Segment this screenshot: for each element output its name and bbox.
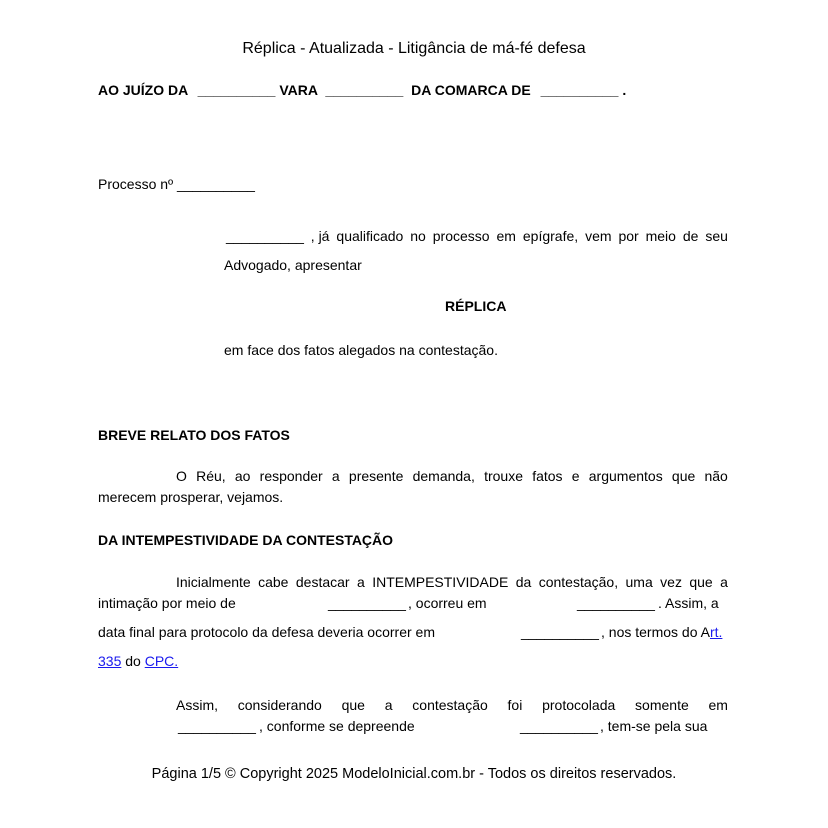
cpc-link[interactable]: CPC. — [144, 653, 179, 669]
intemp-line-3b-text: , nos termos do A — [601, 624, 710, 640]
intemp-p2-word: em — [708, 697, 728, 713]
intemp-p2-word: somente — [635, 697, 689, 713]
intemp-p2-word: a — [384, 697, 393, 713]
intemp-p2-line-2b: , tem-se pela sua — [600, 718, 708, 734]
section-heading-intempestividade: DA INTEMPESTIVIDADE DA CONTESTAÇÃO — [98, 532, 394, 548]
header-comarca: DA COMARCA DE — [411, 82, 531, 98]
intemp-line-3a: data final para protocolo da defesa deveria ocorrer em — [98, 624, 435, 640]
intemp-line-4-do: do — [125, 653, 141, 669]
intro-word: meio — [645, 228, 676, 244]
intro-word: no — [410, 228, 426, 244]
intro-word: de — [682, 228, 699, 244]
intro-word: epígrafe, — [522, 228, 579, 244]
intemp-p2-word: Assim, — [176, 697, 218, 713]
intemp-line-3b — [601, 624, 722, 640]
facts-word: não — [704, 468, 728, 484]
intemp-line-1 — [176, 574, 728, 590]
process-label: Processo nº — [98, 176, 174, 192]
intro-blank: __________ — [226, 228, 304, 244]
page-footer: Página 1/5 © Copyright 2025 ModeloInicial.com.br - Todos os direitos reservados. — [151, 766, 677, 782]
intro-word: , já — [310, 228, 330, 244]
intemp-line-4 — [98, 653, 178, 669]
header-end: . — [622, 82, 627, 98]
intemp-p2-word: considerando — [237, 697, 322, 713]
intro-word: processo — [432, 228, 490, 244]
intemp-word: destacar — [295, 574, 350, 590]
intemp-line-2a: intimação por meio de — [98, 595, 236, 611]
intemp-word: INTEMPESTIVIDADE — [372, 574, 509, 590]
intemp-word: vez — [660, 574, 682, 590]
section-heading-facts: BREVE RELATO DOS FATOS — [98, 427, 290, 443]
facts-word: O — [176, 468, 187, 484]
intemp-word: uma — [625, 574, 653, 590]
intemp-p2-word: foi — [507, 697, 523, 713]
process-number-line — [98, 176, 255, 192]
intemp-line-2c: . Assim, a — [658, 595, 719, 611]
header-blank-court: __________ — [197, 82, 276, 98]
intemp-word: a — [720, 574, 728, 590]
facts-word: e — [571, 468, 580, 484]
header-ao-juizo: AO JUÍZO DA — [98, 82, 188, 98]
facts-word: Réu, — [196, 468, 226, 484]
facts-word: fatos — [532, 468, 563, 484]
facts-word: trouxe — [484, 468, 523, 484]
court-header — [98, 82, 626, 98]
intro-word: seu — [705, 228, 728, 244]
facts-line-2: merecem prosperar, vejamos. — [98, 489, 284, 505]
facts-word: argumentos — [588, 468, 663, 484]
intemp-p2-line-2a: , conforme se depreende — [259, 718, 415, 734]
intemp-word: Inicialmente — [176, 574, 251, 590]
intemp-word: contestação, — [538, 574, 619, 590]
process-blank: __________ — [177, 176, 255, 192]
intemp-word: cabe — [258, 574, 289, 590]
facts-word: responder — [259, 468, 323, 484]
intemp-line-2-blank: __________ — [328, 595, 406, 611]
header-blank-vara: __________ — [325, 82, 404, 98]
intro-word: vem — [585, 228, 612, 244]
facts-word: demanda, — [412, 468, 475, 484]
art-335-link-part1[interactable]: rt. — [709, 624, 723, 640]
face-line: em face dos fatos alegados na contestação. — [224, 342, 498, 358]
intro-word: em — [496, 228, 516, 244]
intemp-line-2b: , ocorreu em — [408, 595, 487, 611]
intro-line-2: Advogado, apresentar — [224, 257, 362, 273]
header-vara: VARA — [279, 82, 318, 98]
facts-word: que — [671, 468, 696, 484]
intro-line-1 — [226, 228, 728, 244]
intemp-p2-word: contestação — [412, 697, 488, 713]
intemp-p2-blank2: __________ — [520, 718, 598, 734]
facts-line-1 — [176, 468, 728, 484]
facts-word: ao — [234, 468, 251, 484]
art-335-link-part2[interactable]: 335 — [98, 653, 122, 669]
document-title: Réplica - Atualizada - Litigância de má-fé defesa — [242, 40, 586, 57]
intro-word: qualificado — [336, 228, 404, 244]
intemp-word: a — [356, 574, 365, 590]
intemp-p2-word: protocolada — [542, 697, 616, 713]
facts-word: a — [331, 468, 340, 484]
replica-heading: RÉPLICA — [445, 298, 507, 314]
header-blank-comarca: __________ — [540, 82, 619, 98]
intemp-word: da — [515, 574, 532, 590]
intemp-p2-word: que — [341, 697, 365, 713]
intemp-line-3-blank: __________ — [521, 624, 599, 640]
intemp-line-2-blank2: __________ — [577, 595, 655, 611]
intemp-p2-blank: __________ — [178, 718, 256, 734]
facts-word: presente — [348, 468, 404, 484]
intro-word: por — [618, 228, 639, 244]
intemp-p2-line-1 — [176, 697, 728, 713]
intemp-word: que — [689, 574, 713, 590]
